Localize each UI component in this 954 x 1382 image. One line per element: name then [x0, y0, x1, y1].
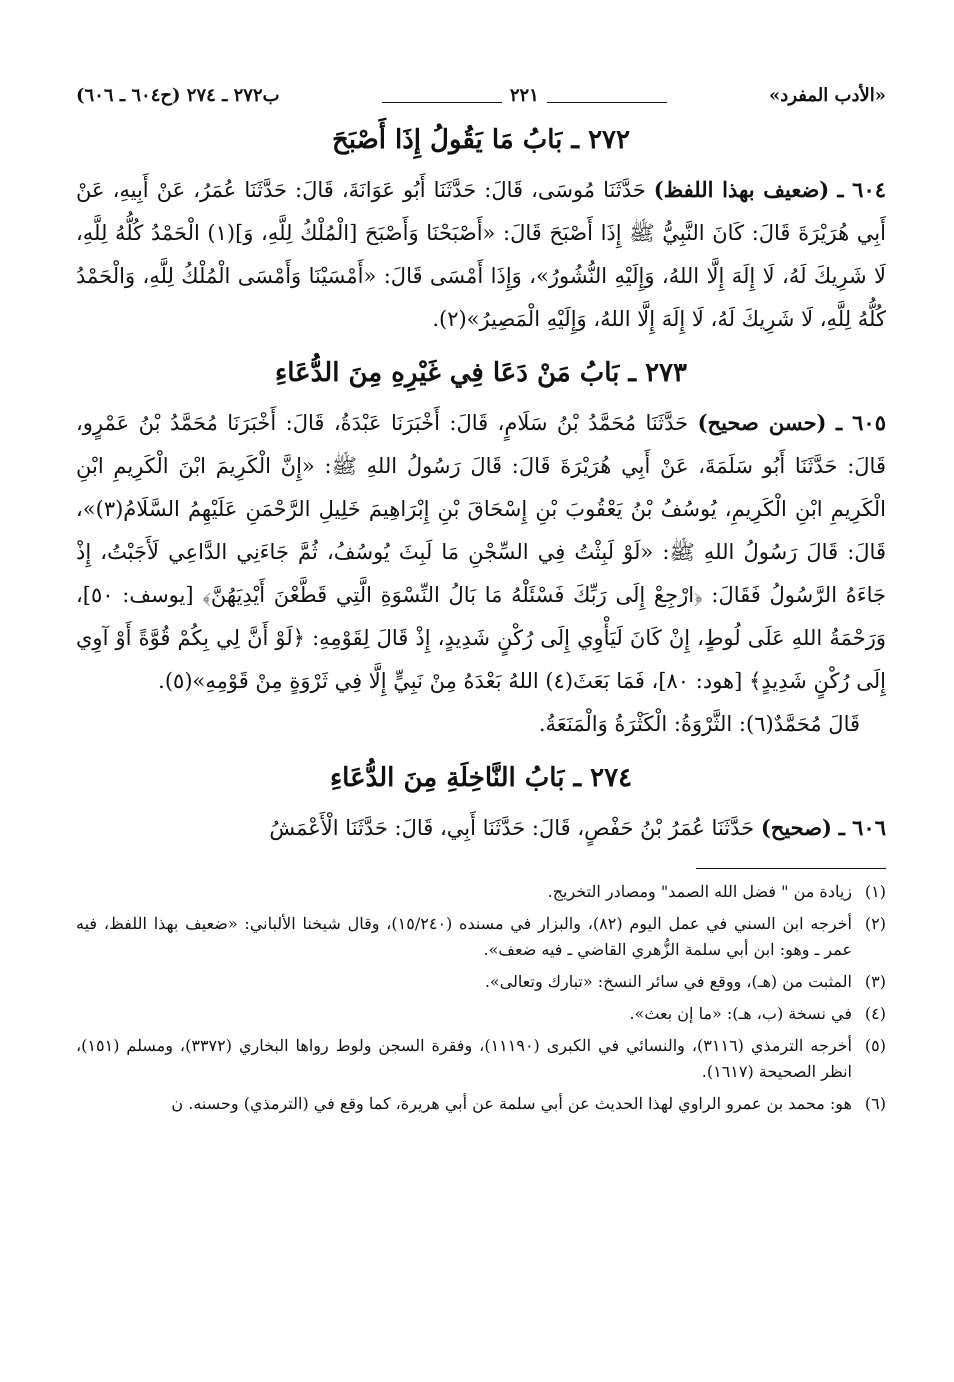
chapter-title: ٢٧٢ ـ بَابُ مَا يَقُولُ إِذَا أَصْبَحَ [332, 125, 630, 155]
footnote-text: في نسخة (ب، هـ): «ما إن بعث». [629, 1004, 852, 1023]
footnote-number: (١) [864, 882, 886, 901]
chapter-title: ٢٧٤ ـ بَابُ النَّاخِلَةِ مِنَ الدُّعَاءِ [329, 763, 633, 793]
hadith-text: حَدَّثَنَا مُحَمَّدُ بْنُ سَلَامٍ، قَالَ: أَخْبَرَنَا عَبْدَةُ، قَالَ: أَخْبَرَنَا مُحَمَّدُ بْنُ عَمْرٍو، قَالَ: حَدَّثَنَا أَبُو سَلَمَةَ، عَنْ أَبِي هُرَيْرَةَ قَالَ: قَالَ رَسُولُ اللهِ ﷺ: «إِنَّ الْكَرِيمَ ابْنَ الْكَرِيمِ ابْنِ الْكَرِيمِ ابْنِ الْكَرِيمِ، يُوسُفُ بْنُ يَعْقُوبَ بْنِ إِسْحَاقَ بْنِ إِبْرَاهِيمَ خَلِيلِ الرَّحْمَنِ عَلَيْهِمُ السَّلَامُ(٣)»، قَالَ: قَالَ رَسُولُ اللهِ ﷺ: «لَوْ لَبِثْتُ فِي السِّجْنِ مَا لَبِثَ يُوسُفُ، ثُمَّ جَاءَنِي الدَّاعِي لَأَجَبْتُ، إِذْ جَاءَهُ الرَّسُولُ فَقَالَ: ﴿ارْجِعْ إِلَى رَبِّكَ فَسْئَلْهُ مَا بَالُ النِّسْوَةِ الَّتِي قَطَّعْنَ أَيْدِيَهُنَّ﴾ [يوسف: ٥٠]، وَرَحْمَةُ اللهِ عَلَى لُوطٍ، إِنْ كَانَ لَيَأْوِي إِلَى رُكْنٍ شَدِيدٍ، إِذْ قَالَ لِقَوْمِهِ: ﴿لَوْ أَنَّ لِي بِكُمْ قُوَّةً أَوْ آوِي إِلَى رُكْنٍ شَدِيدٍ﴾ [هود: ٨٠]، فَمَا بَعَثَ(٤) اللهُ بَعْدَهُ مِنْ نَبِيٍّ إِلَّا فِي ثَرْوَةٍ مِنْ قَوْمِهِ»(٥). [76, 411, 886, 693]
hadith-number: ٦٠٥ ـ [835, 410, 886, 435]
footnote-number: (٥) [864, 1036, 886, 1055]
footnote [76, 969, 886, 995]
hadith-paragraph [76, 168, 886, 341]
footnote [76, 1033, 886, 1085]
hadith-number: ٦٠٤ ـ [837, 177, 887, 202]
footnote-number: (٢) [864, 914, 886, 933]
footnote-text: هو: محمد بن عمرو الراوي لهذا الحديث عن أبي سلمة عن أبي هريرة، كما وقع في (الترمذي) وحسنه. ن [171, 1094, 852, 1113]
footnote [76, 1001, 886, 1027]
footnote [76, 879, 886, 905]
hadith-text: حَدَّثَنَا عُمَرُ بْنُ حَفْصٍ، قَالَ: حَدَّثَنَا أَبِي، قَالَ: حَدَّثَنَا الْأَعْمَشُ [269, 816, 755, 840]
hadith-number: ٦٠٦ ـ [838, 815, 886, 840]
footnotes [76, 879, 886, 1117]
chapter-title: ٢٧٣ ـ بَابُ مَنْ دَعَا فِي غَيْرِهِ مِنَ الدُّعَاءِ [275, 358, 687, 388]
footnote-text: أخرجه الترمذي (٣١١٦)، والنسائي في الكبرى (١١١٩٠)، وفقرة السجن ولوط رواها البخاري (٣٣٧٢)، ومسلم (١٥١)، انظر الصحيحة (١٦١٧). [76, 1036, 852, 1081]
header-middle [374, 85, 675, 106]
header-book-title: «الأدب المفرد» [769, 84, 886, 106]
header-rule-right [547, 88, 667, 103]
header-rule-left [382, 88, 502, 103]
hadith-grade: (صحيح) [760, 815, 832, 840]
footnote-text: زيادة من " فضل الله الصمد" ومصادر التخريج. [547, 882, 852, 901]
footnote-text: المثبت من (هـ)، ووقع في سائر النسخ: «تبارك وتعالى». [484, 972, 852, 991]
footnote-number: (٤) [864, 1004, 886, 1023]
hadith-paragraph [76, 401, 886, 703]
footnote [76, 1091, 886, 1117]
running-header [76, 80, 886, 110]
hadith-note [76, 703, 886, 746]
page-number: ٢٢١ [509, 84, 539, 106]
header-range: ب٢٧٢ ـ ٢٧٤ (ح٦٠٤ ـ ٦٠٦) [76, 84, 280, 106]
hadith-grade: (حسن صحيح) [697, 410, 827, 435]
footnote-number: (٣) [864, 972, 886, 991]
hadith-grade: (ضعيف بهذا اللفظ) [653, 177, 830, 202]
footnote [76, 911, 886, 963]
hadith-note-text: قَالَ مُحَمَّدٌ(٦): الثَّرْوَةُ: الْكَثْرَةُ وَالْمَنَعَةُ. [538, 712, 860, 736]
footnote-separator [696, 868, 886, 869]
hadith-paragraph [76, 806, 886, 850]
footnote-text: أخرجه ابن السني في عمل اليوم (٨٢)، والبزار في مسنده (١٥/٢٤٠)، وقال شيخنا الألباني: «ضعيف بهذا اللفظ، فيه عمر ـ وهو: ابن أبي سلمة الزُّهري القاضي ـ فيه ضعف». [76, 914, 853, 959]
footnote-number: (٦) [864, 1094, 886, 1113]
hadith-text: حَدَّثَنَا مُوسَى، قَالَ: حَدَّثَنَا أَبُو عَوَانَةَ، قَالَ: حَدَّثَنَا عُمَرُ، عَنْ أَبِيهِ، عَنْ أَبِي هُرَيْرَةَ قَالَ: كَانَ النَّبِيُّ ﷺ إِذَا أَصْبَحَ قَالَ: «أَصْبَحْنَا وَأَصْبَحَ [الْمُلْكُ لِلَّهِ، وَ](١) الْحَمْدُ كُلُّهُ لِلَّهِ، لَا شَرِيكَ لَهُ، لَا إِلَهَ إِلَّا اللهُ، وَإِلَيْهِ النُّشُورُ»، وَإِذَا أَمْسَى قَالَ: «أَمْسَيْنَا وَأَمْسَى الْمُلْكُ لِلَّهِ، وَالْحَمْدُ كُلُّهُ لِلَّهِ، لَا شَرِيكَ لَهُ، لَا إِلَهَ إِلَّا اللهُ، وَإِلَيْهِ الْمَصِيرُ»(٢). [76, 178, 886, 331]
